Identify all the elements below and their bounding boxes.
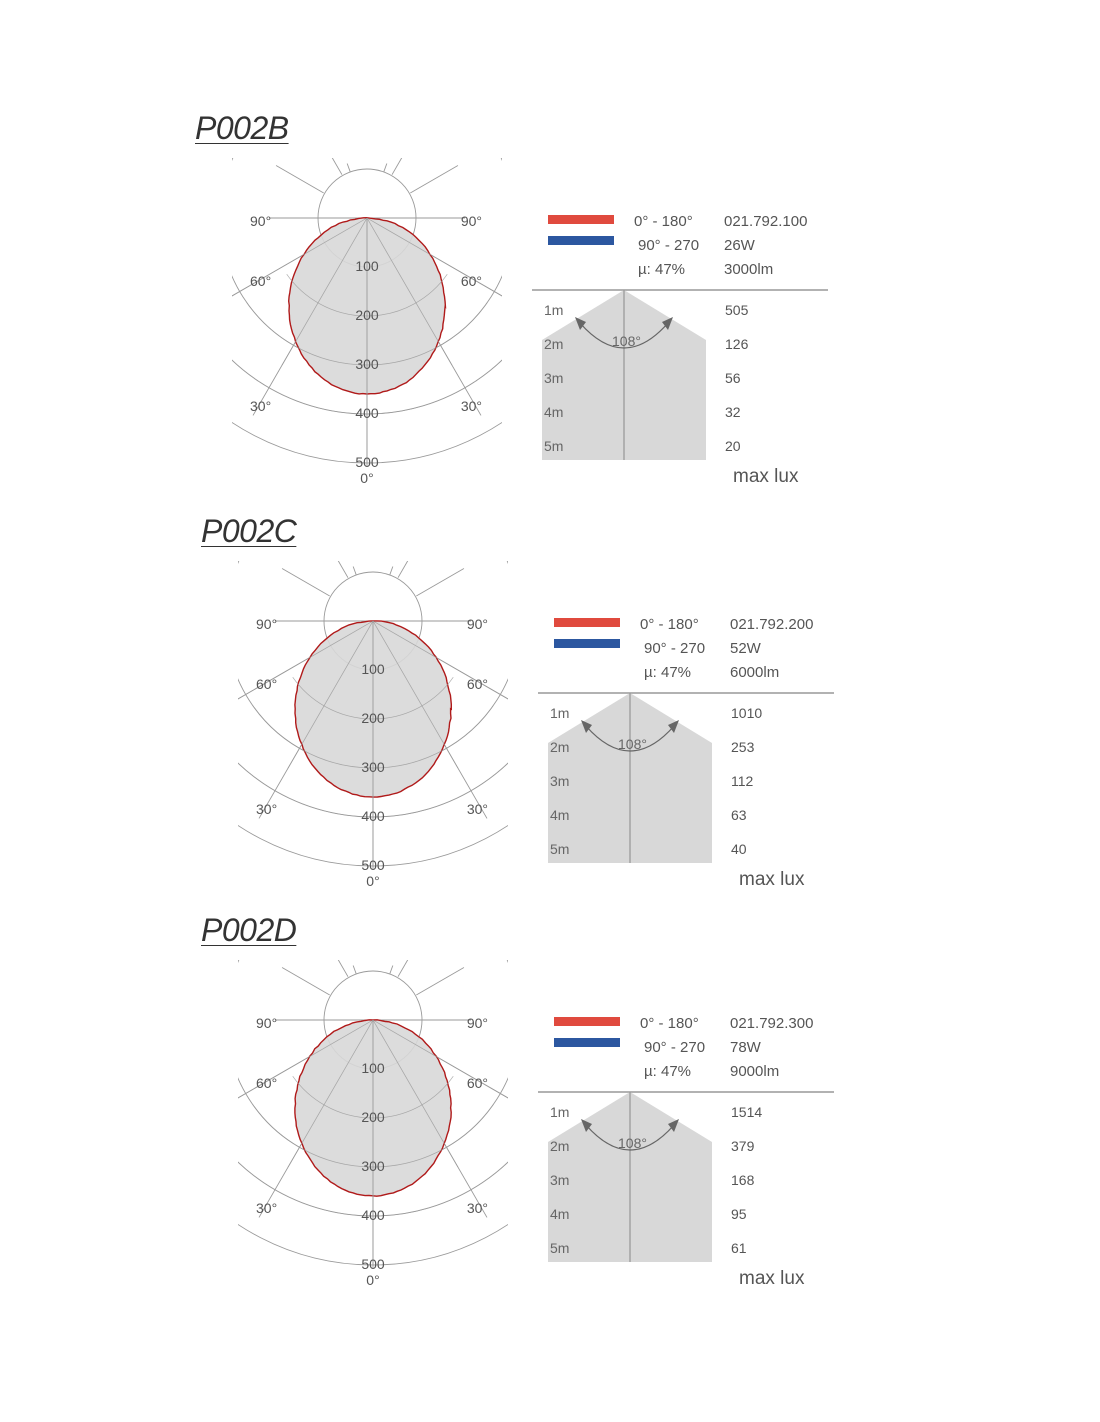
max-lux-label: max lux	[739, 869, 805, 890]
distance-label: 3m	[550, 1172, 570, 1188]
polar-diagram	[238, 561, 508, 951]
polar-angle-label: 90°	[250, 213, 272, 229]
legend-label-0-180: 0° - 180°	[640, 616, 699, 633]
polar-angle-label: 60°	[466, 1075, 488, 1091]
product-code: 021.792.300	[730, 1015, 814, 1032]
polar-radial-tick: 300	[361, 759, 385, 775]
polar-radial-tick: 500	[361, 857, 385, 873]
lux-value: 168	[731, 1172, 755, 1188]
product-block-p002b	[0, 110, 1100, 510]
polar-radial-tick: 500	[355, 454, 379, 470]
polar-angle-label: 90°	[256, 616, 278, 632]
power-value: 52W	[730, 640, 761, 657]
polar-angle-label: 60°	[250, 273, 272, 289]
polar-angle-label: 30°	[466, 801, 488, 817]
distance-label: 3m	[550, 773, 570, 789]
distance-label: 4m	[550, 807, 570, 823]
product-block-p002c	[0, 513, 1100, 913]
polar-angle-label: 90°	[466, 616, 488, 632]
polar-angle-label: 0°	[360, 470, 374, 486]
lux-value: 126	[725, 336, 749, 352]
polar-angle-label: 30°	[256, 1200, 278, 1216]
legend-swatch-0-180	[554, 618, 620, 627]
polar-angle-label: 0°	[366, 1272, 380, 1288]
polar-radial-tick: 400	[361, 808, 385, 824]
polar-angle-label: 30°	[466, 1200, 488, 1216]
product-title: P002C	[201, 513, 297, 549]
legend-label-90-270: 90° - 270	[644, 1039, 706, 1056]
polar-grid-spoke	[392, 158, 420, 175]
polar-radial-tick: 400	[355, 405, 379, 421]
polar-angle-label: 30°	[460, 398, 482, 414]
distance-label: 3m	[544, 370, 564, 386]
spec-panel	[528, 205, 848, 505]
polar-grid-spoke	[315, 158, 343, 175]
lux-value: 505	[725, 302, 749, 318]
lux-value: 20	[725, 438, 741, 454]
product-title: P002D	[201, 912, 297, 948]
spec-panel	[534, 1007, 854, 1307]
distance-label: 1m	[550, 705, 570, 721]
polar-grid-spoke	[398, 960, 426, 977]
lux-value: 253	[731, 739, 755, 755]
polar-radial-tick: 200	[361, 710, 385, 726]
polar-grid-spoke	[353, 965, 356, 973]
legend-swatch-0-180	[548, 215, 614, 224]
polar-grid-spoke	[276, 166, 324, 194]
polar-grid-spoke	[416, 569, 464, 597]
polar-angle-label: 90°	[466, 1015, 488, 1031]
polar-grid-spoke	[384, 163, 387, 171]
distance-label: 2m	[550, 1138, 570, 1154]
efficiency-label: µ: 47%	[644, 1063, 691, 1080]
flux-value: 3000lm	[724, 261, 774, 278]
lux-value: 63	[731, 807, 747, 823]
polar-diagram	[232, 158, 502, 548]
polar-angle-label: 30°	[250, 398, 272, 414]
polar-radial-tick: 200	[361, 1109, 385, 1125]
power-value: 26W	[724, 237, 755, 254]
legend-swatch-90-270	[554, 639, 620, 648]
beam-angle-label: 108°	[618, 736, 647, 752]
polar-grid-spoke	[282, 569, 330, 597]
polar-grid-spoke	[390, 566, 393, 574]
polar-grid-spoke	[410, 166, 458, 194]
distance-label: 2m	[544, 336, 564, 352]
flux-value: 6000lm	[730, 664, 780, 681]
beam-angle-label: 108°	[618, 1135, 647, 1151]
lux-value: 61	[731, 1240, 747, 1256]
distance-label: 5m	[550, 1240, 570, 1256]
legend-swatch-90-270	[554, 1038, 620, 1047]
beam-angle-label: 108°	[612, 333, 641, 349]
product-block-p002d	[0, 912, 1100, 1312]
distance-label: 5m	[544, 438, 564, 454]
polar-radial-tick: 500	[361, 1256, 385, 1272]
product-code: 021.792.200	[730, 616, 814, 633]
polar-grid-spoke	[353, 566, 356, 574]
distance-label: 5m	[550, 841, 570, 857]
polar-grid-spoke	[321, 960, 349, 977]
polar-grid-spoke	[321, 561, 349, 578]
lux-value: 379	[731, 1138, 755, 1154]
product-code: 021.792.100	[724, 213, 808, 230]
polar-grid-spoke	[398, 561, 426, 578]
legend-label-0-180: 0° - 180°	[640, 1015, 699, 1032]
polar-radial-tick: 100	[361, 661, 385, 677]
polar-grid-spoke	[282, 968, 330, 996]
polar-diagram	[238, 960, 508, 1350]
efficiency-label: µ: 47%	[638, 261, 685, 278]
polar-radial-tick: 100	[361, 1060, 385, 1076]
polar-grid-spoke	[390, 965, 393, 973]
polar-angle-label: 60°	[460, 273, 482, 289]
legend-swatch-0-180	[554, 1017, 620, 1026]
polar-angle-label: 60°	[466, 676, 488, 692]
lux-value: 56	[725, 370, 741, 386]
lux-value: 1010	[731, 705, 763, 721]
efficiency-label: µ: 47%	[644, 664, 691, 681]
lux-value: 40	[731, 841, 747, 857]
polar-radial-tick: 300	[355, 356, 379, 372]
polar-radial-tick: 300	[361, 1158, 385, 1174]
distance-label: 4m	[550, 1206, 570, 1222]
polar-angle-label: 60°	[256, 1075, 278, 1091]
distance-label: 2m	[550, 739, 570, 755]
lux-value: 95	[731, 1206, 747, 1222]
legend-label-90-270: 90° - 270	[638, 237, 700, 254]
power-value: 78W	[730, 1039, 761, 1056]
polar-angle-label: 90°	[460, 213, 482, 229]
polar-radial-tick: 400	[361, 1207, 385, 1223]
polar-grid-spoke	[347, 163, 350, 171]
polar-radial-tick: 200	[355, 307, 379, 323]
legend-label-0-180: 0° - 180°	[634, 213, 693, 230]
max-lux-label: max lux	[739, 1268, 805, 1289]
product-title: P002B	[195, 110, 289, 146]
lux-value: 32	[725, 404, 741, 420]
flux-value: 9000lm	[730, 1063, 780, 1080]
polar-angle-label: 0°	[366, 873, 380, 889]
distance-label: 1m	[544, 302, 564, 318]
spec-panel	[534, 608, 854, 908]
max-lux-label: max lux	[733, 466, 799, 487]
lux-value: 112	[731, 773, 754, 789]
distance-label: 4m	[544, 404, 564, 420]
distance-label: 1m	[550, 1104, 570, 1120]
polar-grid-spoke	[416, 968, 464, 996]
legend-label-90-270: 90° - 270	[644, 640, 706, 657]
polar-angle-label: 90°	[256, 1015, 278, 1031]
lux-value: 1514	[731, 1104, 763, 1120]
polar-angle-label: 60°	[256, 676, 278, 692]
legend-swatch-90-270	[548, 236, 614, 245]
polar-angle-label: 30°	[256, 801, 278, 817]
polar-radial-tick: 100	[355, 258, 379, 274]
